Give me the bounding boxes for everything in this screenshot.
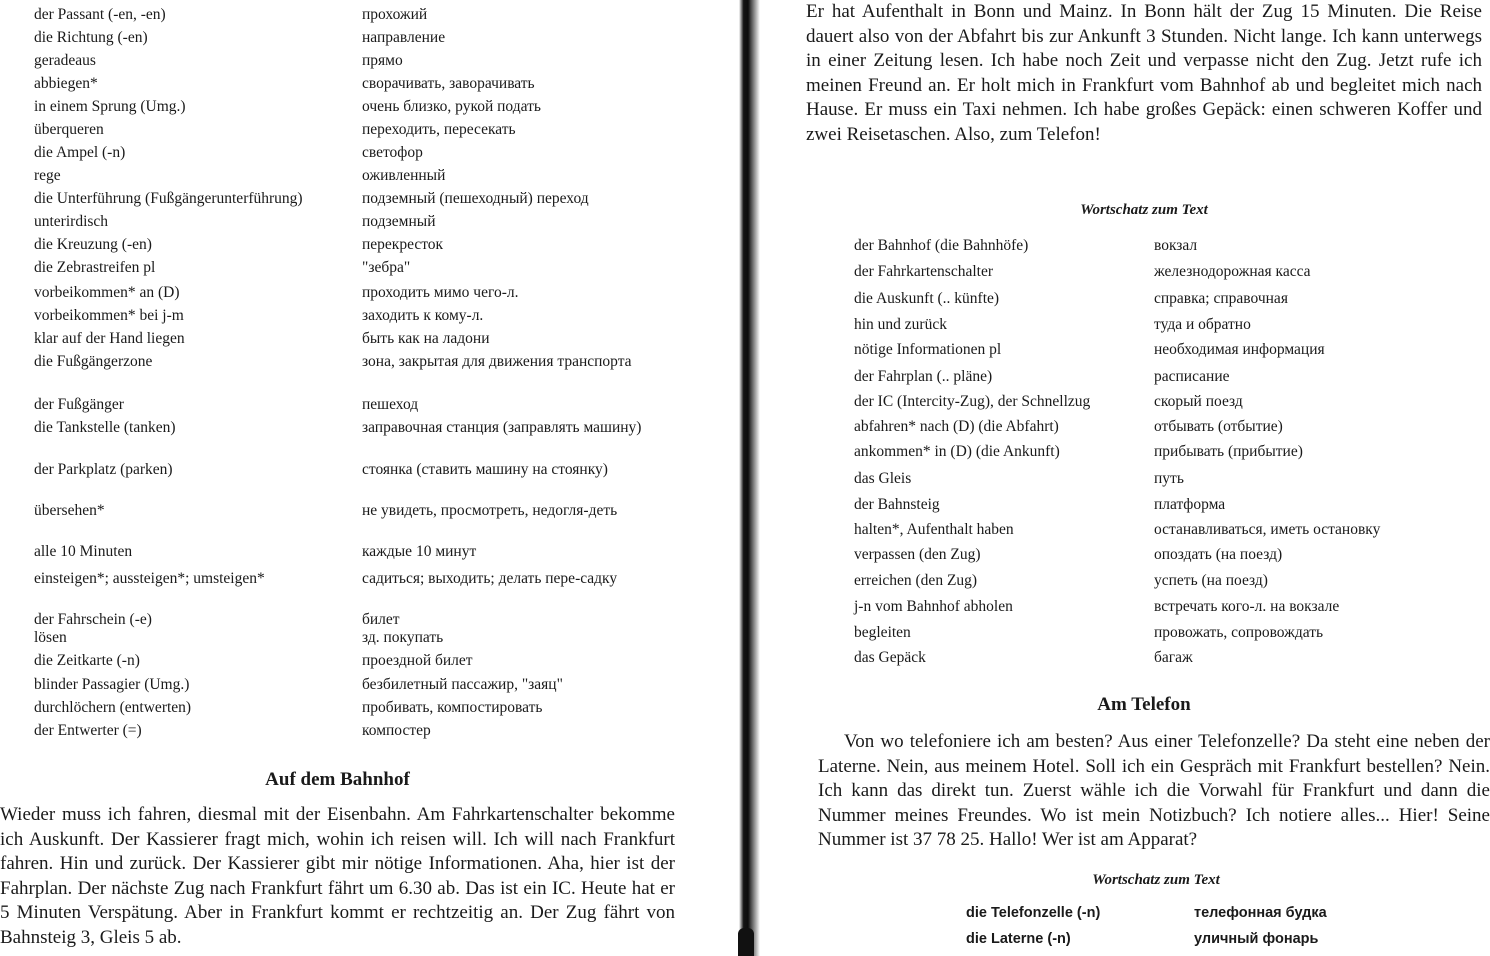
vocab-german-term: erreichen (den Zug) — [854, 572, 978, 589]
vocab-russian-translation: очень близко, рукой подать — [362, 98, 541, 115]
vocab-german-term: die Unterführung (Fußgängerunterführung) — [34, 190, 303, 207]
vocab-german-term: nötige Informationen pl — [854, 341, 1002, 358]
vocab-german-term: blinder Passagier (Umg.) — [34, 676, 190, 693]
vocab-german-term: abbiegen* — [34, 75, 98, 92]
vocab-german-term: der Parkplatz (parken) — [34, 461, 173, 478]
vocab-russian-translation: скорый поезд — [1154, 393, 1243, 410]
left-page — [0, 0, 730, 956]
vocab-russian-translation: зд. покупать — [362, 629, 444, 646]
vocab-german-term: in einem Sprung (Umg.) — [34, 98, 186, 115]
right-page — [760, 0, 1490, 956]
vocab-german-term: alle 10 Minuten — [34, 543, 133, 560]
vocab-russian-translation: светофор — [362, 144, 423, 161]
vocab-russian-translation: путь — [1154, 470, 1184, 487]
vocab-german-term: begleiten — [854, 624, 911, 641]
vocab-german-term: die Zebrastreifen pl — [34, 259, 156, 276]
vocab-russian-translation: прохожий — [362, 6, 428, 23]
vocab-russian-translation: уличный фонарь — [1194, 931, 1319, 947]
vocab-russian-translation: зона, закрытая для движения транспорта — [362, 353, 632, 370]
vocab-german-term: die Laterne (-n) — [966, 931, 1071, 947]
vocab-german-term: das Gleis — [854, 470, 912, 487]
vocab-german-term: abfahren* nach (D) (die Abfahrt) — [854, 418, 1059, 435]
vocab-russian-translation: провожать, сопровождать — [1154, 624, 1324, 641]
vocab-russian-translation: вокзал — [1154, 237, 1198, 254]
vocab-russian-translation: не увидеть, просмотреть, недогля-деть — [362, 502, 618, 519]
section-title-auf-dem-bahnhof: Auf dem Bahnhof — [265, 769, 410, 790]
vocab-german-term: hin und zurück — [854, 316, 947, 333]
vocab-german-term: der Fahrschein (-e) — [34, 611, 152, 628]
vocab-russian-translation: багаж — [1154, 649, 1193, 666]
vocab-russian-translation: расписание — [1154, 368, 1230, 385]
section-title-am-telefon: Am Telefon — [1097, 694, 1191, 715]
paragraph-am-telefon: Von wo telefoniere ich am besten? Aus einer Telefonzelle? Da steht eine neben der Laterne. Nein, aus meinem Hotel. Soll ich ein Gespräch mit Frankfurt bestellen? Nein. Ich kann das direkt tun. Zuerst wähle ich die Vorwahl für Frankfurt und dann die Nummer meines Freundes. Wo ist mein Notizbuch? Ich notiere alles... Hier! Seine Nummer ist 37 78 25. Hallo! Wer ist am Apparat? — [818, 731, 1490, 851]
vocab-russian-translation: переходить, пересекать — [362, 121, 516, 138]
vocab-german-term: der Bahnsteig — [854, 496, 940, 513]
vocab-german-term: der Entwerter (=) — [34, 722, 142, 739]
gutter-shadow — [738, 928, 754, 956]
paragraph-continuation: Er hat Aufenthalt in Bonn und Mainz. In Bonn hält der Zug 15 Minuten. Die Reise dauert also von der Abfahrt bis zur Ankunft 3 Stunden. Nicht lange. Ich kann unterwegs in einer Zeitung lesen. Ich habe noch Zeit und verpasse nicht den Zug. Jetzt rufe ich meinen Freund an. Er holt mich in Frankfurt vom Bahnhof ab und begleitet mich nach Hause. Er muss ein Taxi nehmen. Ich habe großes Gepäck: einen schweren Koffer und zwei Reisetaschen. Also, zum Telefon! — [806, 1, 1482, 145]
vocab-german-term: klar auf der Hand liegen — [34, 330, 185, 347]
vocab-german-term: die Auskunft (.. künfte) — [854, 290, 1000, 307]
vocab-german-term: der Fahrkartenschalter — [854, 263, 994, 280]
vocab-german-term: vorbeikommen* bei j-m — [34, 307, 184, 324]
vocab-russian-translation: подземный — [362, 213, 436, 230]
vocab-russian-translation: "зебра" — [362, 259, 411, 276]
vocab-russian-translation: прямо — [362, 52, 403, 69]
vocab-german-term: unterirdisch — [34, 213, 109, 230]
vocab-german-term: der Bahnhof (die Bahnhöfe) — [854, 237, 1029, 254]
vocab-german-term: überqueren — [34, 121, 104, 138]
vocab-russian-translation: пешеход — [362, 396, 419, 413]
vocab-german-term: der Fahrplan (.. pläne) — [854, 368, 993, 385]
vocab-german-term: einsteigen*; aussteigen*; umsteigen* — [34, 570, 265, 587]
vocab-russian-translation: оживленный — [362, 167, 446, 184]
vocab-german-term: geradeaus — [34, 52, 96, 69]
vocab-german-term: rege — [34, 167, 61, 184]
vocab-german-term: lösen — [34, 629, 67, 646]
vocab-russian-translation: билет — [362, 611, 400, 628]
vocab-german-term: die Ampel (-n) — [34, 144, 126, 161]
vocab-german-term: der Passant (-en, -en) — [34, 6, 166, 23]
vocab-russian-translation: сворачивать, заворачивать — [362, 75, 535, 92]
vocab-german-term: die Fußgängerzone — [34, 353, 153, 370]
vocab-russian-translation: опоздать (на поезд) — [1154, 546, 1283, 563]
vocab-russian-translation: перекресток — [362, 236, 444, 253]
vocab-russian-translation: останавливаться, иметь остановку — [1154, 521, 1381, 538]
vocab-german-term: halten*, Aufenthalt haben — [854, 521, 1014, 538]
vocab-russian-translation: отбывать (отбытие) — [1154, 418, 1283, 435]
vocab-russian-translation: встречать кого-л. на вокзале — [1154, 598, 1340, 615]
vocab-russian-translation: безбилетный пассажир, "заяц" — [362, 676, 563, 693]
vocab-german-term: durchlöchern (entwerten) — [34, 699, 192, 716]
vocab-russian-translation: прибывать (прибытие) — [1154, 443, 1303, 460]
vocab-german-term: die Tankstelle (tanken) — [34, 419, 176, 436]
vocab-russian-translation: справка; справочная — [1154, 290, 1288, 307]
vocab-german-term: die Kreuzung (-en) — [34, 236, 152, 253]
vocab-russian-translation: железнодорожная касса — [1154, 263, 1311, 280]
vocab-heading-bahnhof: Wortschatz zum Text — [1080, 202, 1208, 218]
vocab-russian-translation: платформа — [1154, 496, 1226, 513]
vocab-russian-translation: успеть (на поезд) — [1154, 572, 1268, 589]
vocab-russian-translation: садиться; выходить; делать пере-садку — [362, 570, 618, 587]
vocab-russian-translation: необходимая информация — [1154, 341, 1325, 358]
vocab-german-term: ankommen* in (D) (die Ankunft) — [854, 443, 1060, 460]
vocab-russian-translation: направление — [362, 29, 446, 46]
vocab-russian-translation: стоянка (ставить машину на стоянку) — [362, 461, 608, 478]
vocab-russian-translation: телефонная будка — [1194, 905, 1327, 921]
vocab-russian-translation: заправочная станция (заправлять машину) — [362, 419, 642, 436]
vocab-heading-telefon: Wortschatz zum Text — [1092, 872, 1220, 888]
vocab-german-term: das Gepäck — [854, 649, 926, 666]
paragraph-auf-dem-bahnhof: Wieder muss ich fahren, diesmal mit der Eisenbahn. Am Fahrkartenschalter bekomme ich Auskunft. Der Kassierer fragt mich, wohin ich reisen will. Ich will nach Frankfurt fahren. Hin und zurück. Der Kassierer gibt mir nötige Informationen. Aha, hier ist der Fahrplan. Der nächste Zug nach Frankfurt fährt um 6.30 ab. Das ist ein IC. Heute hat er 5 Minuten Verspätung. Aber in Frankfurt kommt er rechtzeitig an. Der Zug fährt von Bahnsteig 3, Gleis 5 ab. — [0, 804, 675, 948]
vocab-russian-translation: заходить к кому-л. — [362, 307, 484, 324]
vocab-russian-translation: проходить мимо чего-л. — [362, 284, 519, 301]
vocab-german-term: die Richtung (-en) — [34, 29, 148, 46]
vocab-german-term: die Telefonzelle (-n) — [966, 905, 1101, 921]
vocab-russian-translation: туда и обратно — [1154, 316, 1251, 333]
vocab-german-term: die Zeitkarte (-n) — [34, 652, 140, 669]
vocab-russian-translation: компостер — [362, 722, 431, 739]
vocab-german-term: übersehen* — [34, 502, 105, 519]
vocab-russian-translation: подземный (пешеходный) переход — [362, 190, 589, 207]
vocab-russian-translation: проездной билет — [362, 652, 473, 669]
vocab-russian-translation: быть как на ладони — [362, 330, 490, 347]
vocab-german-term: der IC (Intercity-Zug), der Schnellzug — [854, 393, 1091, 410]
vocab-russian-translation: пробивать, компостировать — [362, 699, 543, 716]
vocab-german-term: j-n vom Bahnhof abholen — [854, 598, 1013, 615]
book-gutter — [730, 0, 760, 956]
vocab-russian-translation: каждые 10 минут — [362, 543, 477, 560]
vocab-german-term: verpassen (den Zug) — [854, 546, 981, 563]
vocab-german-term: vorbeikommen* an (D) — [34, 284, 180, 301]
vocab-german-term: der Fußgänger — [34, 396, 124, 413]
